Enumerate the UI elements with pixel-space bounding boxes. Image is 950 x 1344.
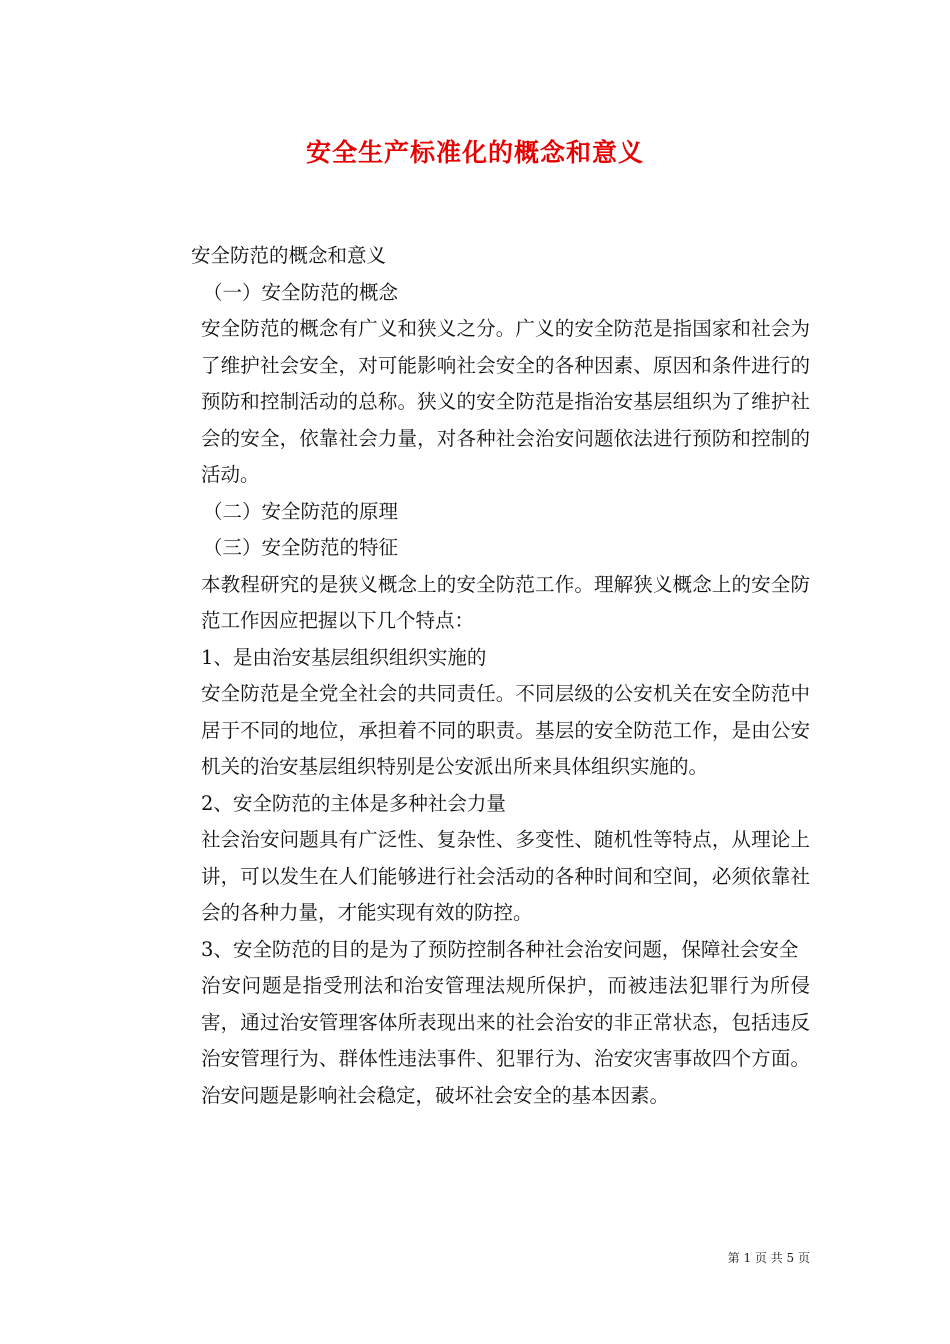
paragraph-item-2: 社会治安问题具有广泛性、复杂性、多变性、随机性等特点，从理论上讲，可以发生在人们能够进行社会活动的各种时间和空间，必须依靠社会的各种力量，才能实现有效的防控。 (201, 828, 810, 924)
page-number-footer: 第 1 页 共 5 页 (727, 1251, 810, 1265)
paragraph-definition: 安全防范的概念有广义和狭义之分。广义的安全防范是指国家和社会为了维护社会安全，对可能影响社会安全的各种因素、原因和条件进行的预防和控制活动的总称。狭义的安全防范是指治安基层组织为了维护社会的安全，依靠社会力量，对各种社会治安问题依法进行预防和控制的活动。 (201, 317, 810, 486)
list-item-heading-2: 2、安全防范的主体是多种社会力量 (201, 791, 506, 815)
paragraph-item-3: 治安问题是指受刑法和治安管理法规所保护，而被违法犯罪行为所侵害，通过治安管理客体所表现出来的社会治安的非正常状态，包括违反治安管理行为、群体性违法事件、犯罪行为、治安灾害事故四个方面。治安问题是影响社会稳定，破坏社会安全的基本因素。 (201, 974, 810, 1107)
section-heading-features: （三）安全防范的特征 (203, 536, 399, 559)
paragraph-heading: 安全防范的概念和意义 (191, 244, 387, 267)
section-heading-principle: （二）安全防范的原理 (203, 499, 399, 523)
list-item-heading-3: 3、安全防范的目的是为了预防控制各种社会治安问题，保障社会安全 (201, 937, 799, 961)
paragraph-features-intro: 本教程研究的是狭义概念上的安全防范工作。理解狭义概念上的安全防范工作因应把握以下几个特点： (201, 572, 810, 632)
document-body (145, 238, 810, 1114)
document-title: 安全生产标准化的概念和意义 (305, 138, 644, 167)
section-heading-concept: （一）安全防范的概念 (203, 280, 399, 304)
paragraph-item-1: 安全防范是全党全社会的共同责任。不同层级的公安机关在安全防范中居于不同的地位，承担着不同的职责。基层的安全防范工作，是由公安机关的治安基层组织特别是公安派出所来具体组织实施的。 (201, 682, 810, 778)
list-item-heading-1: 1、是由治安基层组织组织实施的 (201, 645, 487, 669)
